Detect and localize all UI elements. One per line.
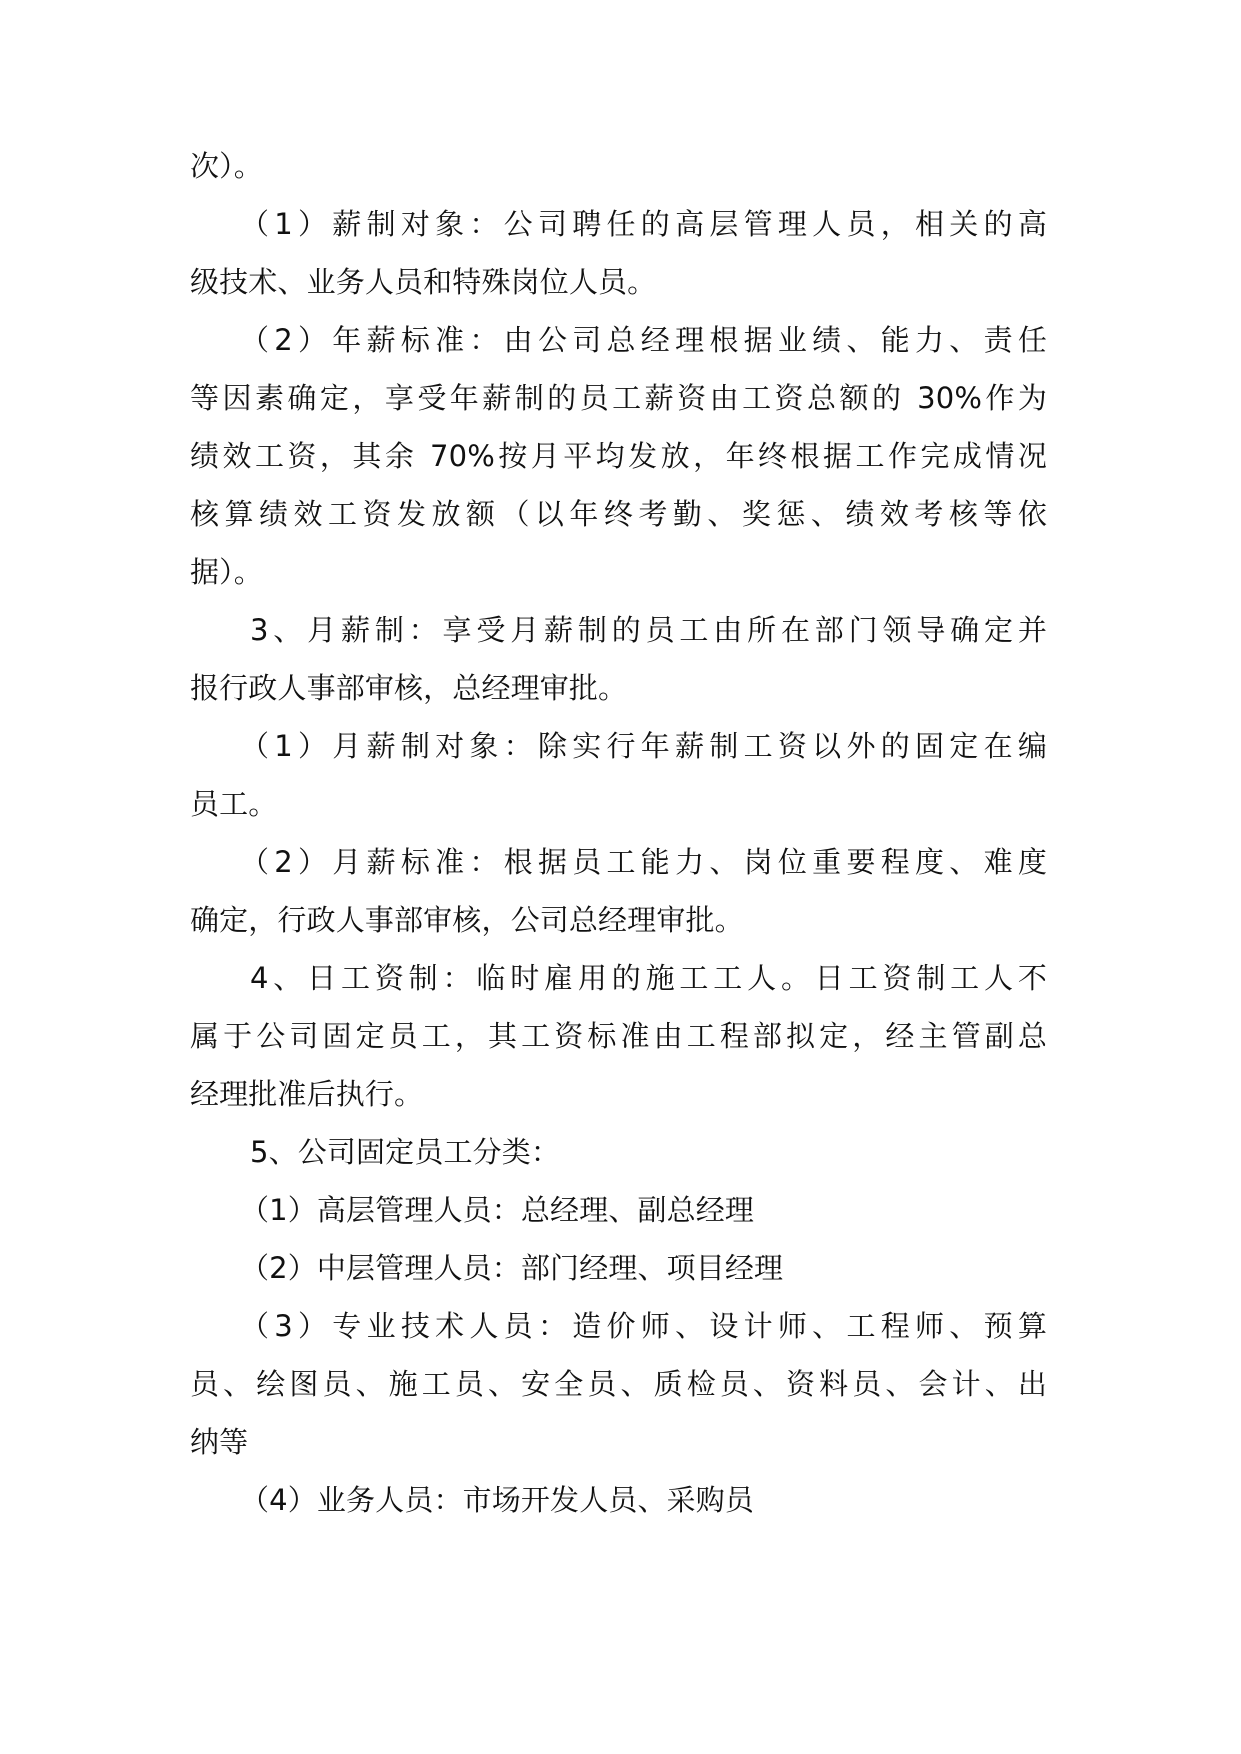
text-line-cont-13: 纳等 (190, 1425, 249, 1459)
text-line-cont-3: 等因素确定，享受年薪制的员工薪资由工资总额的 30%作为 (190, 381, 1047, 415)
text-line-cont-10: 属于公司固定员工，其工资标准由工程部拟定，经主管副总 (190, 1019, 1047, 1053)
text-line-cont-12: 员、绘图员、施工员、安全员、质检员、资料员、会计、出 (190, 1367, 1047, 1401)
text-line-item-2: （2）年薪标准：由公司总经理根据业绩、能力、责任 (240, 323, 1047, 357)
text-line-item-3: （1）月薪制对象：除实行年薪制工资以外的固定在编 (240, 729, 1047, 763)
text-line-cont-5: 核算绩效工资发放额（以年终考勤、奖惩、绩效考核等依 (190, 497, 1047, 531)
text-line-cont-6: 据）。 (190, 555, 263, 589)
text-line-item-6: （2）中层管理人员：部门经理、项目经理 (240, 1251, 784, 1285)
text-line-cont-4: 绩效工资，其余 70%按月平均发放，年终根据工作完成情况 (190, 439, 1047, 473)
text-line-cont-2: 级技术、业务人员和特殊岗位人员。 (190, 265, 657, 299)
text-line-cont-7: 报行政人事部审核，总经理审批。 (190, 671, 628, 705)
text-line-item-5: （1）高层管理人员：总经理、副总经理 (240, 1193, 755, 1227)
text-line-cont-9: 确定，行政人事部审核，公司总经理审批。 (190, 903, 744, 937)
text-line-cont-11: 经理批准后执行。 (190, 1077, 424, 1111)
text-line-item-7: （3）专业技术人员：造价师、设计师、工程师、预算 (240, 1309, 1047, 1343)
text-line-section-4: 4、日工资制：临时雇用的施工工人。日工资制工人不 (250, 961, 1047, 995)
text-line-item-1: （1）薪制对象：公司聘任的高层管理人员，相关的高 (240, 207, 1047, 241)
text-line-section-3: 3、月薪制：享受月薪制的员工由所在部门领导确定并 (250, 613, 1047, 647)
text-line-item-4: （2）月薪标准：根据员工能力、岗位重要程度、难度 (240, 845, 1047, 879)
text-line-cont-8: 员工。 (190, 787, 278, 821)
text-line-item-8: （4）业务人员：市场开发人员、采购员 (240, 1483, 755, 1517)
text-line-section-5: 5、公司固定员工分类： (250, 1135, 561, 1169)
text-line-cont-1: 次）。 (190, 149, 263, 183)
